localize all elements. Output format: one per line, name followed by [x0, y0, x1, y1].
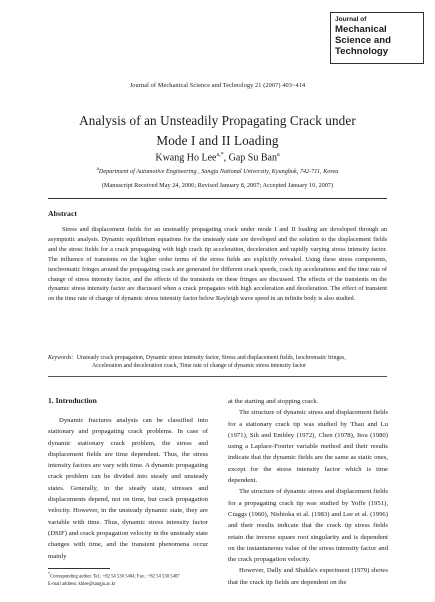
right-column	[228, 396, 388, 588]
paragraph: However, Dally and Shukla's experiment (1979) shows that the crack tip fields are dependent on the	[228, 567, 388, 586]
affiliation-marker: a	[96, 167, 99, 172]
author-name: Kwang Ho Lee	[155, 152, 217, 164]
abstract-body: Stress and displacement fields for an unsteadily propagating crack under mode I and II loading are developed through an asymptotic analysis. Dynamic equilibrium equations for the unsteady state are developed and the solution to the displacement fields and the stress fields for a crack propagating with high crack tip acceleration, deceleration and rapidly varying stress intensity factor. The influence of transients on the higher order terms of the stress fields are explicitly revealed. Using these stress components, isochromatic fringes around the propagating crack are generated for different crack speeds, crack tip accelerations and the time rate of change of stress intensity factor, and the effects of the transients on these fringes are discussed. The effects of the transients on the dynamic stress intensity factor are discussed when a crack propagates with high acceleration and deceleration. The effect of transient on the time rate of change of dynamic stress intensity factor below Rayleigh wave speed in an infinite body is also studied.	[48, 226, 387, 303]
journal-citation: Journal of Mechanical Science and Technology 21 (2007) 403~414	[129, 82, 306, 89]
logo-line-1: Mechanical	[335, 24, 387, 35]
logo-line-3: Technology	[335, 46, 389, 57]
left-column	[48, 396, 208, 562]
author-name: Gap Su Ban	[228, 152, 277, 164]
abstract-heading: Abstract	[48, 209, 78, 218]
affiliation	[0, 167, 435, 175]
keywords-line-1: Unsteady crack propagation, Dynamic stress intensity factor, Stress and displacement fields, Isochromatic fringes,	[76, 355, 346, 361]
title-line-1: Analysis of an Unsteadily Propagating Crack under	[79, 113, 356, 128]
footnote-line-1	[48, 570, 248, 581]
keywords	[48, 354, 387, 370]
top-divider	[48, 198, 387, 199]
section-heading: 1. Introduction	[48, 396, 97, 405]
affiliation-text: Department of Automotive Engineering , Sangju National University, Kyungbuk, 742-711, Korea	[98, 168, 339, 176]
paragraph: Dynamic fractures analysis can be classified into stationary and propagating crack problems. In case of dynamic stationary crack problem, the stress and displacement fields are time dependent. Thus, the stress intensity factors are vary with time. A dynamic propagating crack problem can be divided into steady and unsteady states. Generally, in the steady state, stresses and displacements depend, not on time, but crack propagation velocity. However, in the unsteady dynamic state, they are variable with time. Thus, dynamic stress intensity factor (DSIF) and crack propagation velocity in the unsteady state changes with time, and the transient phenomena occur mainly	[48, 417, 208, 560]
footnote-divider	[48, 568, 110, 569]
paragraph: The structure of dynamic stress and displacement fields for a stationary crack tip was studied by Thau and Lu (1971), Sih and Embley (1972), Chen (1978), Itou (1980) using a Laplace-Fourier variable method and their results indicate that the dynamic fields are the same as static ones, except for the stress intensity factor which is time dependent.	[228, 409, 388, 485]
title-line-2: Mode I and II Loading	[156, 133, 279, 148]
keywords-label: Keywords:	[48, 355, 74, 361]
author-marker: a,*	[216, 152, 224, 158]
logo-line-2: Science and	[335, 35, 391, 46]
author-separator: ,	[223, 152, 229, 164]
paragraph: The structure of dynamic stress and displacement fields for a propagating crack tip was studied by Yoffe (1951), Craggs (1960), Nishioka et al. (1983) and Lee et al. (1996) and their results indicate that the crack tip stress fields retain the inverse square root singularity and is dependent on the instantaneous value of the stress intensity factor and the crack propagation velocity.	[228, 488, 388, 564]
author-marker: a	[276, 152, 280, 158]
author-list	[0, 152, 435, 163]
journal-logo	[330, 12, 424, 64]
footnote-marker: *	[48, 571, 50, 576]
manuscript-dates: (Manuscript Received May 24, 2006; Revised January 8, 2007; Accepted January 10, 2007)	[101, 182, 334, 189]
keywords-line-2: Acceleration and deceleration crack, Time rate of change of dynamic stress intensity factor	[92, 363, 307, 369]
bottom-divider	[48, 376, 387, 377]
footnote-contact: Corresponding author. Tel.: +82 54 530 5404; Fax.: +82 54 530 5407	[50, 574, 180, 580]
footnote	[48, 570, 248, 589]
paper-title	[30, 111, 405, 151]
logo-journal-of: Journal of	[335, 16, 367, 23]
paragraph: at the starting and stopping crack.	[228, 398, 319, 405]
footnote-email: E-mail address: khlee@sangju.ac.kr	[48, 582, 116, 588]
